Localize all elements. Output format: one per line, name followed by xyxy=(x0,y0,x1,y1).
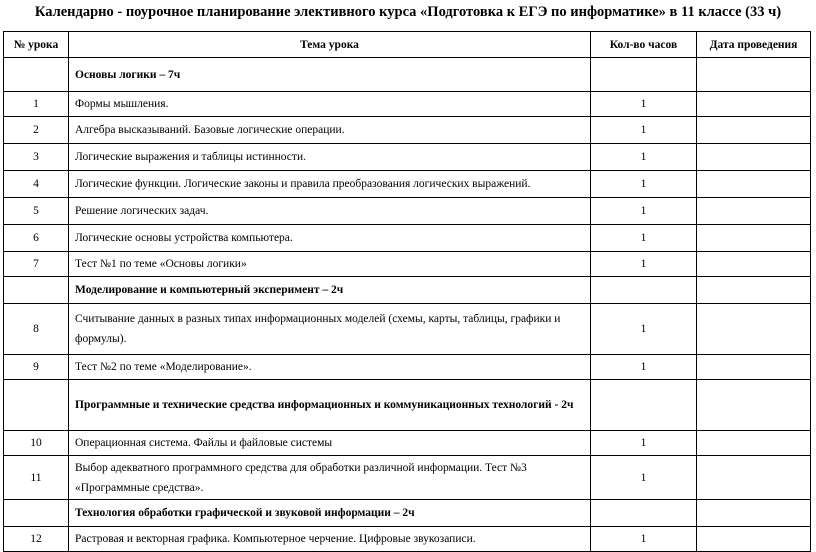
lesson-number: 10 xyxy=(4,431,69,456)
date-cell xyxy=(697,58,811,92)
hours-cell xyxy=(591,500,697,527)
lesson-date xyxy=(697,144,811,171)
lesson-number: 8 xyxy=(4,304,69,355)
lesson-number-cell xyxy=(4,277,69,304)
lesson-number: 4 xyxy=(4,171,69,198)
table-row xyxy=(4,456,811,500)
table-row xyxy=(4,225,811,252)
lesson-date xyxy=(697,171,811,198)
lesson-date xyxy=(697,198,811,225)
lesson-number: 5 xyxy=(4,198,69,225)
lesson-topic: Считывание данных в разных типах информационных моделей (схемы, карты, таблицы, графики и формулы). xyxy=(69,304,591,355)
lesson-number: 6 xyxy=(4,225,69,252)
table-row xyxy=(4,144,811,171)
table-header-row xyxy=(4,32,811,58)
lesson-date xyxy=(697,117,811,144)
hours-cell xyxy=(591,58,697,92)
table-row xyxy=(4,171,811,198)
table-row xyxy=(4,304,811,355)
lesson-date xyxy=(697,92,811,117)
lesson-number-cell xyxy=(4,500,69,527)
lesson-number: 11 xyxy=(4,456,69,500)
lesson-hours: 1 xyxy=(591,355,697,380)
lesson-number: 12 xyxy=(4,527,69,552)
section-row xyxy=(4,380,811,431)
table-row xyxy=(4,252,811,277)
section-title: Моделирование и компьютерный эксперимент – 2ч xyxy=(69,277,591,304)
lesson-number: 3 xyxy=(4,144,69,171)
lesson-number: 9 xyxy=(4,355,69,380)
lesson-topic: Алгебра высказываний. Базовые логические операции. xyxy=(69,117,591,144)
section-row xyxy=(4,58,811,92)
lesson-hours: 1 xyxy=(591,456,697,500)
lesson-topic: Тест №1 по теме «Основы логики» xyxy=(69,252,591,277)
section-title: Технология обработки графической и звуковой информации – 2ч xyxy=(69,500,591,527)
date-cell xyxy=(697,277,811,304)
lesson-hours: 1 xyxy=(591,527,697,552)
lesson-hours: 1 xyxy=(591,117,697,144)
lesson-topic: Логические функции. Логические законы и правила преобразования логических выражений. xyxy=(69,171,591,198)
table-row xyxy=(4,355,811,380)
page-title: Календарно - поурочное планирование элективного курса «Подготовка к ЕГЭ по информатике» в 11 классе (33 ч) xyxy=(34,4,782,20)
lesson-topic: Формы мышления. xyxy=(69,92,591,117)
section-title: Основы логики – 7ч xyxy=(69,58,591,92)
lesson-number-cell xyxy=(4,380,69,431)
header-date: Дата проведения xyxy=(697,32,811,58)
lesson-date xyxy=(697,252,811,277)
hours-cell xyxy=(591,277,697,304)
lesson-hours: 1 xyxy=(591,252,697,277)
lesson-date xyxy=(697,431,811,456)
lesson-number-cell xyxy=(4,58,69,92)
hours-cell xyxy=(591,380,697,431)
header-lesson-number: № урока xyxy=(4,32,69,58)
lesson-date xyxy=(697,355,811,380)
lesson-hours: 1 xyxy=(591,431,697,456)
section-title: Программные и технические средства информационных и коммуникационных технологий - 2ч xyxy=(69,380,591,431)
lesson-topic: Выбор адекватного программного средства для обработки различной информации. Тест №3 «Программные средства». xyxy=(69,456,591,500)
lesson-number: 1 xyxy=(4,92,69,117)
lesson-date xyxy=(697,304,811,355)
table-row xyxy=(4,198,811,225)
date-cell xyxy=(697,500,811,527)
section-row xyxy=(4,277,811,304)
table-row xyxy=(4,117,811,144)
lesson-hours: 1 xyxy=(591,144,697,171)
table-row xyxy=(4,92,811,117)
lesson-topic: Логические основы устройства компьютера. xyxy=(69,225,591,252)
section-row xyxy=(4,500,811,527)
lesson-topic: Операционная система. Файлы и файловые системы xyxy=(69,431,591,456)
header-lesson-topic: Тема урока xyxy=(69,32,591,58)
lesson-hours: 1 xyxy=(591,198,697,225)
lesson-number: 7 xyxy=(4,252,69,277)
lesson-hours: 1 xyxy=(591,92,697,117)
lesson-topic: Решение логических задач. xyxy=(69,198,591,225)
lesson-date xyxy=(697,456,811,500)
lesson-topic: Растровая и векторная графика. Компьютерное черчение. Цифровые звукозаписи. xyxy=(69,527,591,552)
lesson-plan-table xyxy=(3,31,811,552)
lesson-hours: 1 xyxy=(591,225,697,252)
lesson-topic: Логические выражения и таблицы истинности. xyxy=(69,144,591,171)
lesson-hours: 1 xyxy=(591,304,697,355)
lesson-date xyxy=(697,225,811,252)
lesson-topic: Тест №2 по теме «Моделирование». xyxy=(69,355,591,380)
header-hours: Кол-во часов xyxy=(591,32,697,58)
table-row xyxy=(4,431,811,456)
lesson-hours: 1 xyxy=(591,171,697,198)
date-cell xyxy=(697,380,811,431)
lesson-number: 2 xyxy=(4,117,69,144)
